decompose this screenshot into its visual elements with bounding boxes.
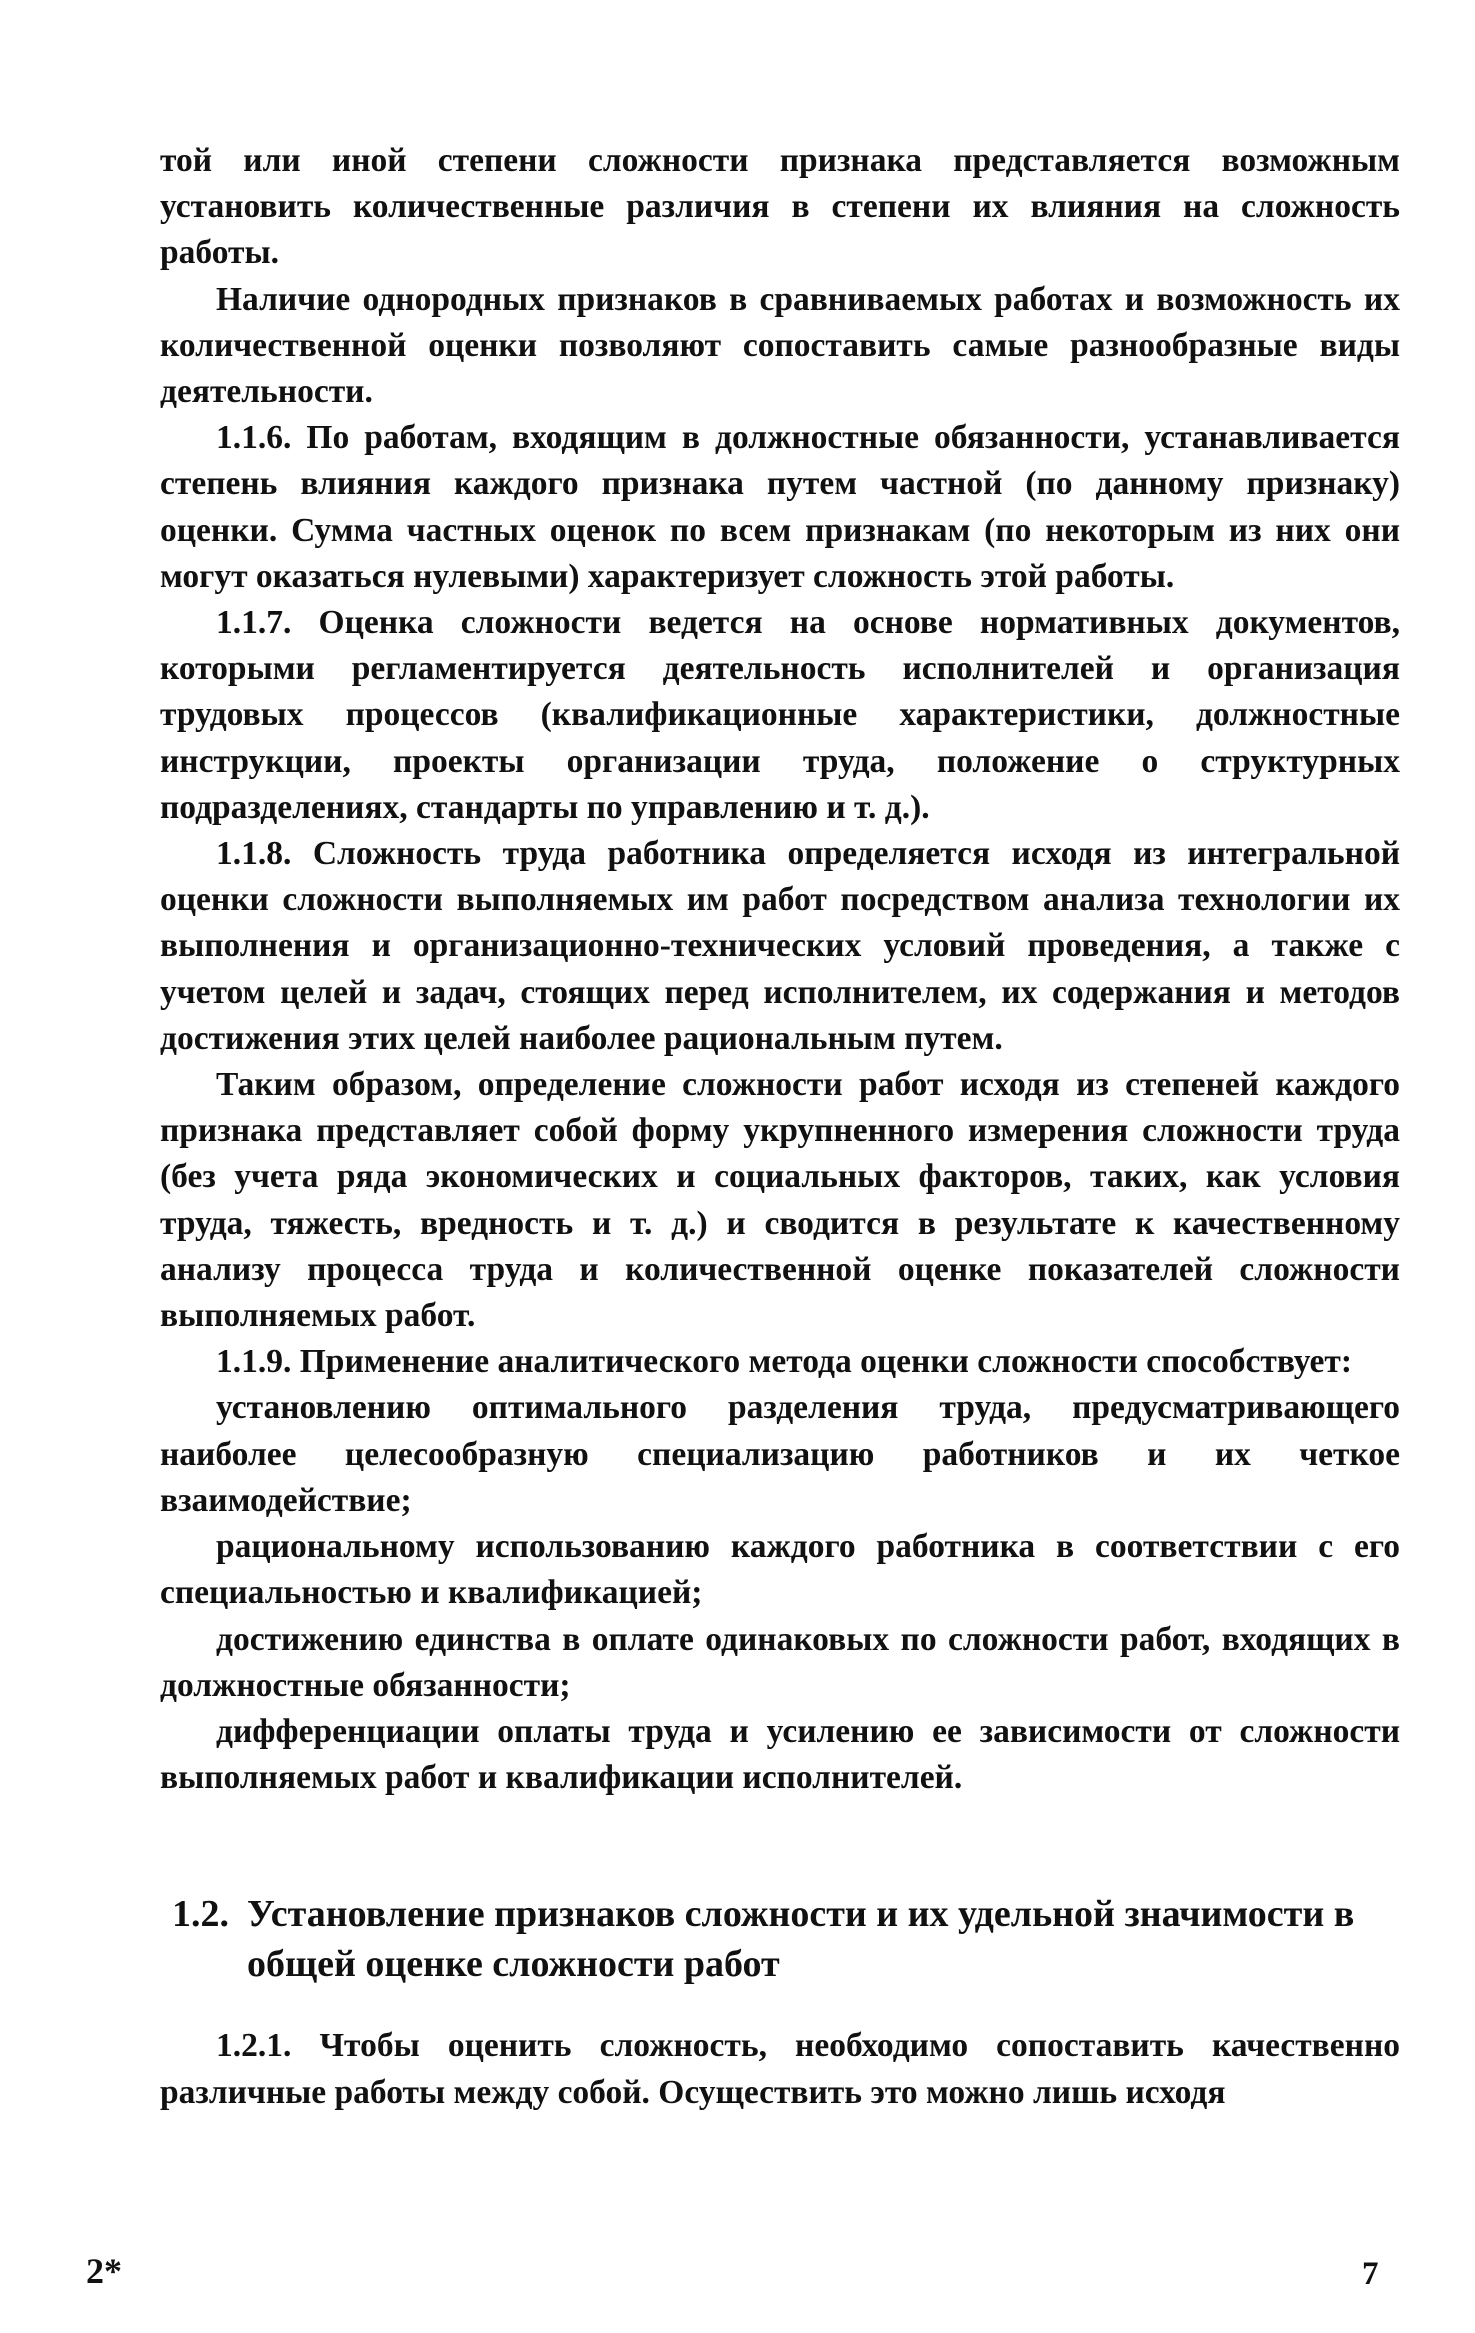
section-number: 1.2.	[172, 1893, 229, 1936]
paragraph: той или иной степени сложности признака представляется возможным установить количественные различия в степени их влияния на сложность работы.	[160, 142, 1400, 272]
section-heading	[160, 1889, 1400, 1989]
text-block-top	[160, 138, 1400, 1801]
paragraph-1-2-1: 1.2.1. Чтобы оценить сложность, необходимо сопоставить качественно различные работы между собой. Осуществить это можно лишь исходя	[160, 2027, 1400, 2111]
paragraph-1-1-8: 1.1.8. Сложность труда работника определяется исходя из интегральной оценки сложности выполняемых им работ посредством анализа технологии их выполнения и организационно-технических условий проведения, а также с учетом целей и задач, стоящих перед исполнителем, их содержания и методов достижения этих целей наиболее рациональным путем.	[160, 835, 1400, 1057]
paragraph-1-1-7: 1.1.7. Оценка сложности ведется на основе нормативных документов, которыми регламентируется деятельность исполнителей и организация трудовых процессов (квалификационные характеристики, должностные инструкции, проекты организации труда, положение о структурных подразделениях, стандарты по управлению и т. д.).	[160, 604, 1400, 826]
paragraph: Наличие однородных признаков в сравниваемых работах и возможность их количественной оценки позволяют сопоставить самые разнообразные виды деятельности.	[160, 280, 1400, 411]
section-title: Установление признаков сложности и их удельной значимости в общей оценке сложности работ	[247, 1893, 1355, 1986]
list-item: рациональному использованию каждого работника в соответствии с его специальностью и квалификацией;	[160, 1528, 1400, 1612]
list-item: дифференциации оплаты труда и усилению ее зависимости от сложности выполняемых работ и квалификации исполнителей.	[160, 1712, 1400, 1797]
paragraph: Таким образом, определение сложности работ исходя из степеней каждого признака представляет собой форму укрупненного измерения сложности труда (без учета ряда экономических и социальных факторов, таких, как условия труда, тяжесть, вредность и т. д.) и сводится в результате к качественному анализу процесса труда и количественной оценке показателей сложности выполняемых работ.	[160, 1066, 1400, 1335]
page-body	[160, 138, 1400, 2116]
paragraph-1-1-9: 1.1.9. Применение аналитического метода оценки сложности способствует:	[216, 1343, 1352, 1381]
list-item: установлению оптимального разделения труда, предусматривающего наиболее целесообразную специализацию работников и их четкое взаимодействие;	[160, 1389, 1400, 1519]
signature-mark: 2*	[86, 2251, 122, 2291]
list-item: достижению единства в оплате одинаковых по сложности работ, входящих в должностные обязанности;	[160, 1620, 1400, 1704]
page-number: 7	[1362, 2256, 1379, 2292]
paragraph-1-1-6: 1.1.6. По работам, входящим в должностные обязанности, устанавливается степень влияния каждого признака путем частной (по данному признаку) оценки. Сумма частных оценок по всем признакам (по некоторым из них они могут оказаться нулевыми) характеризует сложность этой работы.	[160, 419, 1400, 595]
text-block-bottom	[160, 2023, 1400, 2115]
